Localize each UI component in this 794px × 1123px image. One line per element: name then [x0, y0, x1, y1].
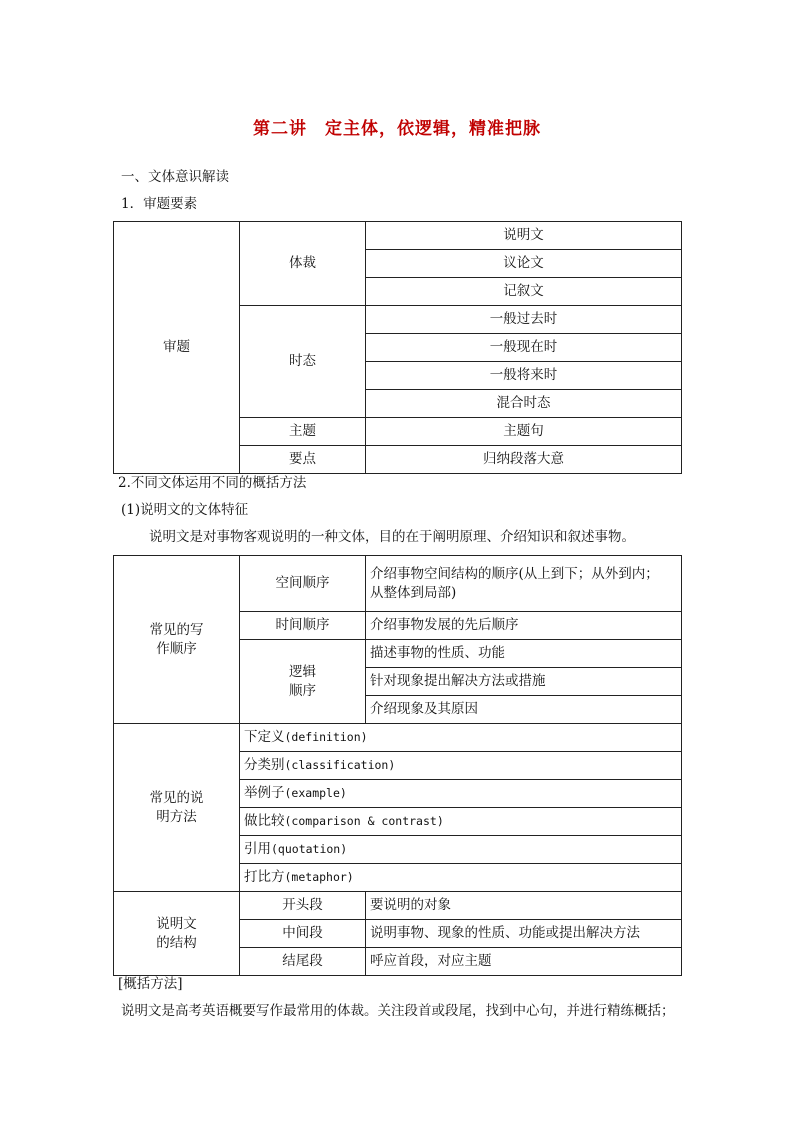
- cell-theme: 主题: [240, 418, 366, 446]
- cell-tense-item: 一般过去时: [366, 306, 682, 334]
- summary-paragraph: 说明文是高考英语概要写作最常用的体裁。关注段首或段尾，找到中心句，并进行精练概括；: [121, 1003, 675, 1019]
- cell-method: [240, 864, 682, 892]
- cell-method: [240, 808, 682, 836]
- cell-method: [240, 752, 682, 780]
- cell-method: [240, 780, 682, 808]
- cell-tense-item: 一般将来时: [366, 362, 682, 390]
- methods-line1: 常见的说: [149, 789, 204, 806]
- method-en: (classification): [284, 758, 396, 772]
- logic-line1: 逻辑: [289, 663, 316, 680]
- method-zh: 做比较: [244, 813, 285, 829]
- logic-line2: 顺序: [289, 682, 316, 699]
- cell-time-desc: 介绍事物发展的先后顺序: [366, 612, 682, 640]
- cell-logic-item: 针对现象提出解决方法或措施: [366, 668, 682, 696]
- cell-space-desc: [366, 556, 682, 612]
- structure-line1: 说明文: [156, 915, 197, 932]
- cell-struct-desc: 说明事物、现象的性质、功能或提出解决方法: [366, 920, 682, 948]
- method-en: (example): [284, 786, 347, 800]
- cell-genre: 体裁: [240, 222, 366, 306]
- method-zh: 下定义: [244, 729, 285, 745]
- method-zh: 举例子: [244, 785, 285, 801]
- page-title: 第二讲 定主体，依逻辑，精准把脉: [253, 119, 541, 139]
- cell-struct-part: 中间段: [240, 920, 366, 948]
- method-en: (definition): [284, 730, 368, 744]
- cell-genre-item: 议论文: [366, 250, 682, 278]
- cell-genre-item: 记叙文: [366, 278, 682, 306]
- method-zh: 引用: [244, 841, 271, 857]
- cell-structure: [114, 892, 240, 976]
- methods-line2: 明方法: [156, 808, 197, 825]
- method-en: (comparison & contrast): [284, 814, 444, 828]
- cell-tense: 时态: [240, 306, 366, 418]
- subheading-methods: 2.不同文体运用不同的概括方法: [118, 475, 307, 491]
- cell-methods: [114, 724, 240, 892]
- cell-space-order: 空间顺序: [240, 556, 366, 612]
- section-heading: 一、文体意识解读: [121, 169, 229, 185]
- cell-tense-item: 一般现在时: [366, 334, 682, 362]
- cell-struct-part: 结尾段: [240, 948, 366, 976]
- cell-genre-item: 说明文: [366, 222, 682, 250]
- method-zh: 打比方: [244, 869, 285, 885]
- subheading-expository: (1)说明文的文体特征: [121, 502, 249, 518]
- cell-method: [240, 724, 682, 752]
- cell-struct-desc: 要说明的对象: [366, 892, 682, 920]
- cell-logic-item: 介绍现象及其原因: [366, 696, 682, 724]
- cell-method: [240, 836, 682, 864]
- cell-logic-order: [240, 640, 366, 724]
- cell-tense-item: 混合时态: [366, 390, 682, 418]
- method-zh: 分类别: [244, 757, 285, 773]
- method-en: (metaphor): [284, 870, 354, 884]
- expository-features-table: [113, 555, 682, 976]
- cell-struct-desc: 呼应首段，对应主题: [366, 948, 682, 976]
- writing-order-line2: 作顺序: [156, 640, 197, 657]
- cell-key-value: 归纳段落大意: [366, 446, 682, 474]
- intro-paragraph: 说明文是对事物客观说明的一种文体，目的在于阐明原理、介绍知识和叙述事物。: [149, 529, 635, 545]
- cell-theme-value: 主题句: [366, 418, 682, 446]
- cell-time-order: 时间顺序: [240, 612, 366, 640]
- space-desc-line1: 介绍事物空间结构的顺序(从上到下；从外到内；: [370, 565, 659, 582]
- writing-order-line1: 常见的写: [149, 621, 204, 638]
- method-en: (quotation): [271, 842, 348, 856]
- cell-key: 要点: [240, 446, 366, 474]
- cell-struct-part: 开头段: [240, 892, 366, 920]
- cell-logic-item: 描述事物的性质、功能: [366, 640, 682, 668]
- cell-writing-order: [114, 556, 240, 724]
- review-elements-table: [113, 221, 682, 474]
- structure-line2: 的结构: [156, 934, 197, 951]
- cell-review: 审题: [114, 222, 240, 474]
- subheading-review-elements: 1．审题要素: [121, 196, 198, 212]
- method-label: [概括方法]: [118, 976, 183, 992]
- space-desc-line2: 从整体到局部): [370, 584, 457, 601]
